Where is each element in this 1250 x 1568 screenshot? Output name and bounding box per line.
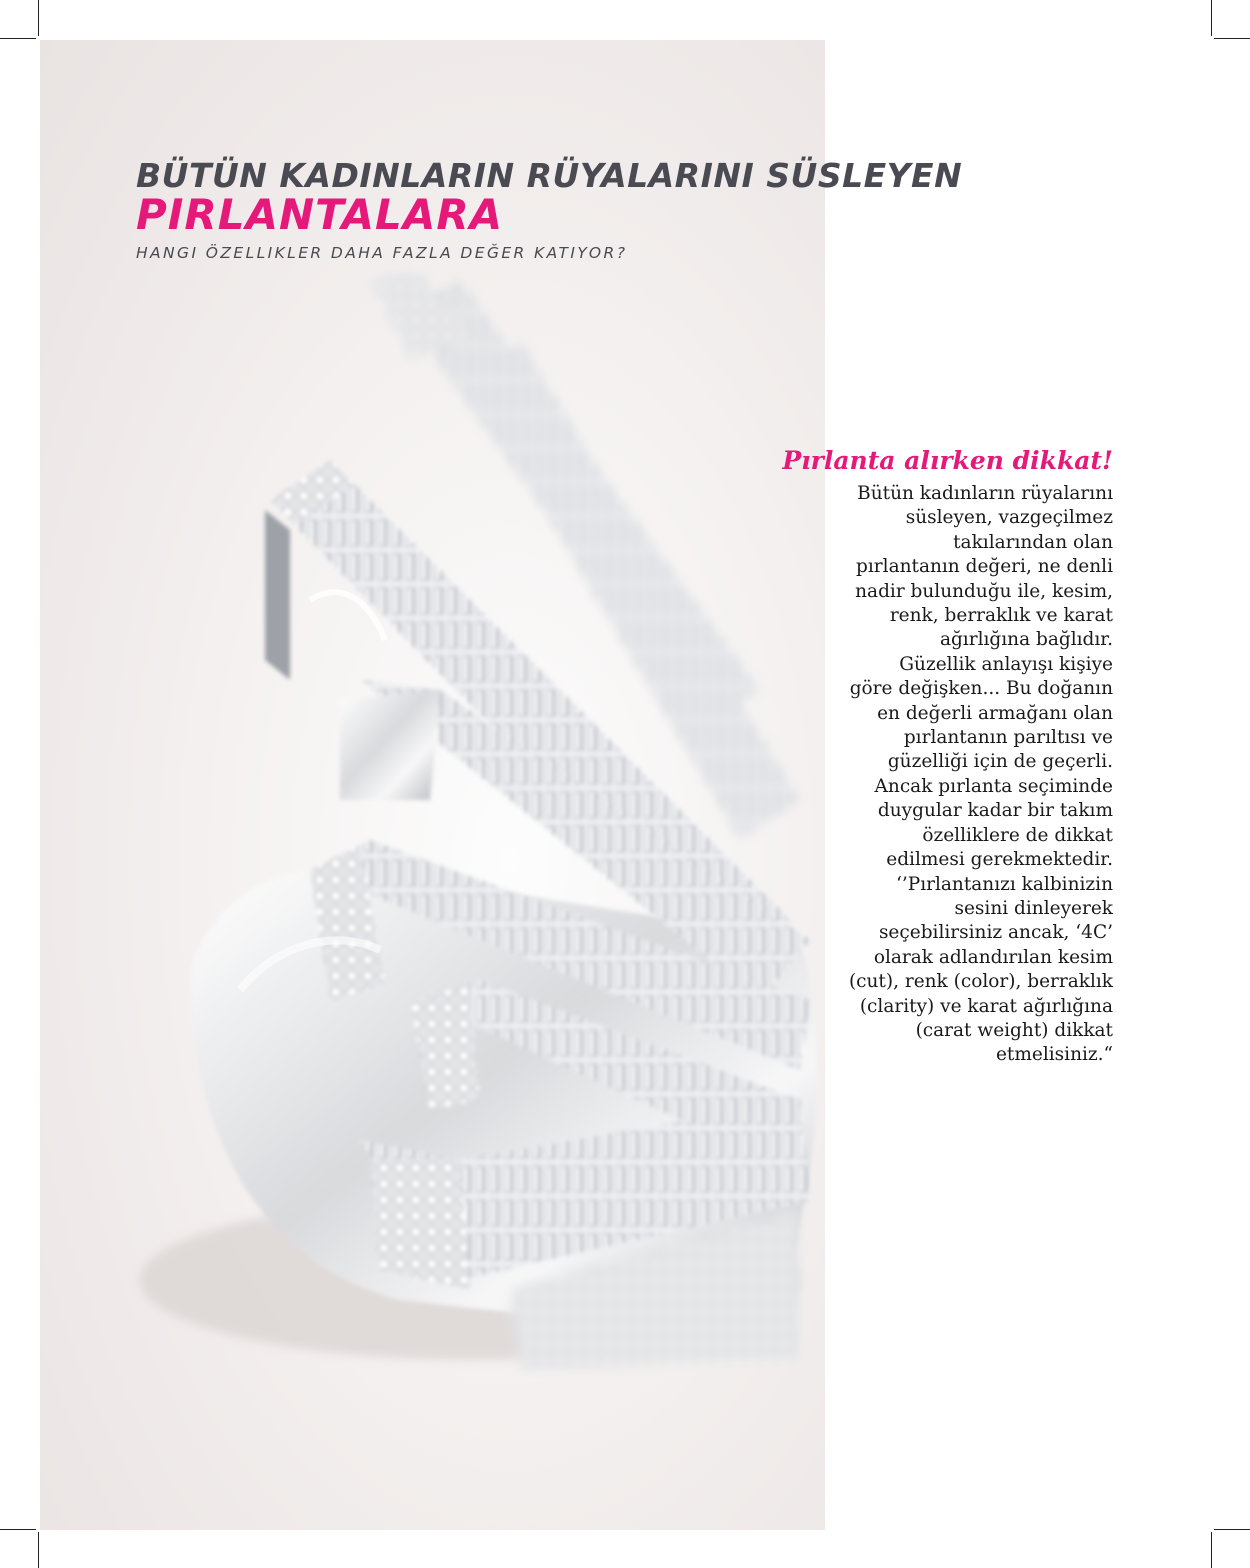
body-line: Güzellik anlayışı kişiye [899,653,1113,675]
article-headline: BÜTÜN KADINLARIN RÜYALARINI SÜSLEYEN [136,156,963,195]
body-line: Ancak pırlanta seçiminde [874,775,1113,797]
body-line: olarak adlandırılan kesim [873,946,1113,968]
body-line: renk, berraklık ve karat [889,605,1113,627]
body-line: göre değişken... Bu doğanın [849,678,1113,700]
crop-mark [0,38,36,39]
body-line: en değerli armağanı olan [877,702,1113,724]
diamond-ring-illustration [40,40,825,1530]
crop-mark [0,1529,36,1530]
body-line: takılarından olan [953,531,1113,553]
crop-mark [1214,1529,1250,1530]
sidebar-heading: Pırlanta alırken dikkat! [782,446,1113,475]
crop-mark [1211,1532,1212,1568]
ring-photo [40,40,825,1530]
body-line: edilmesi gerekmektedir. [886,849,1113,871]
article-question: HANGI ÖZELLIKLER DAHA FAZLA DEĞER KATIYOR? [136,244,628,262]
body-line: ağırlığına bağlıdır. [939,629,1113,651]
article-subhead: PIRLANTALARA [136,190,504,239]
body-line: (carat weight) dikkat [915,1019,1113,1041]
body-line: (clarity) ve karat ağırlığına [859,995,1113,1017]
body-line: nadir bulunduğu ile, kesim, [855,580,1113,602]
body-line: özelliklere de dikkat [922,824,1113,846]
body-line: Bütün kadınların rüyalarını [857,483,1113,504]
body-line: (cut), renk (color), berraklık [848,971,1113,993]
body-line: güzelliği için de geçerli. [887,751,1113,773]
sidebar-body [813,482,1113,1068]
body-line: etmelisiniz.“ [995,1044,1113,1066]
body-line: duygular kadar bir takım [877,800,1113,822]
body-line: pırlantanın parıltısı ve [903,727,1113,749]
crop-mark [1214,38,1250,39]
body-line: ‘’Pırlantanızı kalbinizin [896,873,1113,895]
crop-mark [38,0,39,36]
body-line: seçebilirsiniz ancak, ‘4C’ [878,922,1113,944]
body-line: sesini dinleyerek [954,897,1113,919]
crop-mark [38,1532,39,1568]
crop-mark [1211,0,1212,36]
body-line: süsleyen, vazgeçilmez [905,507,1113,529]
body-line: pırlantanın değeri, ne denli [856,556,1113,578]
